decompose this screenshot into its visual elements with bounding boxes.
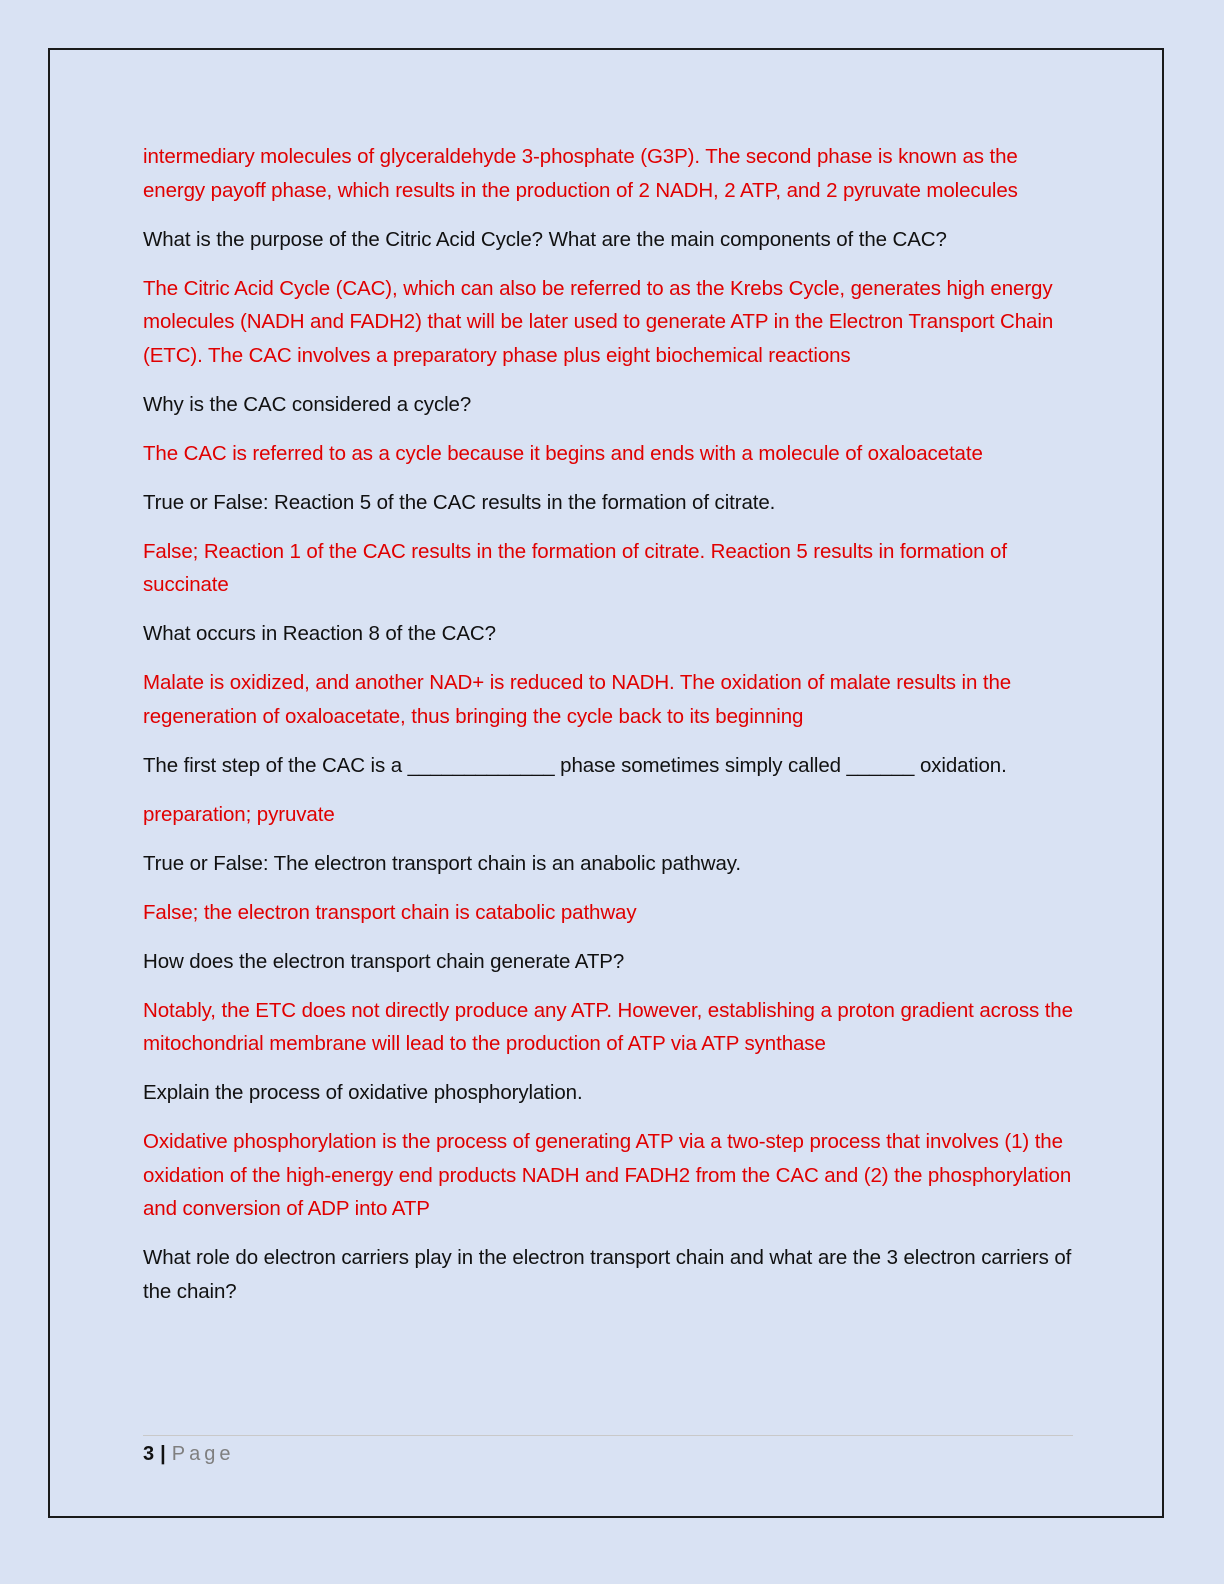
page-label: Page	[171, 1443, 235, 1465]
question-paragraph: True or False: Reaction 5 of the CAC results in the formation of citrate.	[143, 490, 776, 514]
question-paragraph: Explain the process of oxidative phosphorylation.	[143, 1081, 583, 1104]
answer-paragraph: Oxidative phosphorylation is the process of generating ATP via a two-step process that involves (1) the oxidation of the high-energy end products NADH and FADH2 from the CAC and (2) the phosphorylation and conversion of ADP into ATP	[143, 1130, 1072, 1220]
footer-separator: |	[160, 1443, 166, 1465]
page-number: 3	[143, 1443, 155, 1465]
footer-divider	[143, 1435, 1073, 1436]
answer-paragraph: The CAC is referred to as a cycle because it begins and ends with a molecule of oxaloacetate	[143, 441, 983, 465]
answer-paragraph: False; the electron transport chain is catabolic pathway	[143, 900, 637, 924]
question-paragraph: How does the electron transport chain generate ATP?	[143, 949, 625, 973]
question-paragraph: What occurs in Reaction 8 of the CAC?	[143, 622, 496, 645]
answer-paragraph: intermediary molecules of glyceraldehyde 3-phosphate (G3P). The second phase is known as the energy payoff phase, which results in the production of 2 NADH, 2 ATP, and 2 pyruvate molecules	[143, 145, 1018, 202]
question-paragraph: What is the purpose of the Citric Acid Cycle? What are the main components of the CAC?	[143, 227, 947, 251]
answer-paragraph: False; Reaction 1 of the CAC results in the formation of citrate. Reaction 5 results in formation of succinate	[143, 539, 1007, 596]
page-footer	[143, 1440, 234, 1468]
question-paragraph: True or False: The electron transport chain is an anabolic pathway.	[143, 851, 741, 875]
answer-paragraph: Malate is oxidized, and another NAD+ is reduced to NADH. The oxidation of malate results in the regeneration of oxaloacetate, thus bringing the cycle back to its beginning	[143, 671, 1012, 728]
answer-paragraph: preparation; pyruvate	[143, 802, 335, 826]
document-body	[143, 140, 1078, 1324]
question-paragraph: Why is the CAC considered a cycle?	[143, 392, 472, 416]
question-paragraph: The first step of the CAC is a _____________ phase sometimes simply called ______ oxidation.	[143, 753, 1007, 777]
question-paragraph: What role do electron carriers play in the electron transport chain and what are the 3 electron carriers of the chain?	[143, 1246, 1072, 1303]
answer-paragraph: Notably, the ETC does not directly produce any ATP. However, establishing a proton gradient across the mitochondrial membrane will lead to the production of ATP via ATP synthase	[143, 998, 1073, 1055]
answer-paragraph: The Citric Acid Cycle (CAC), which can also be referred to as the Krebs Cycle, generates high energy molecules (NADH and FADH2) that will be later used to generate ATP in the Electron Transport Chain (ETC). The CAC involves a preparatory phase plus eight biochemical reactions	[143, 276, 1054, 367]
